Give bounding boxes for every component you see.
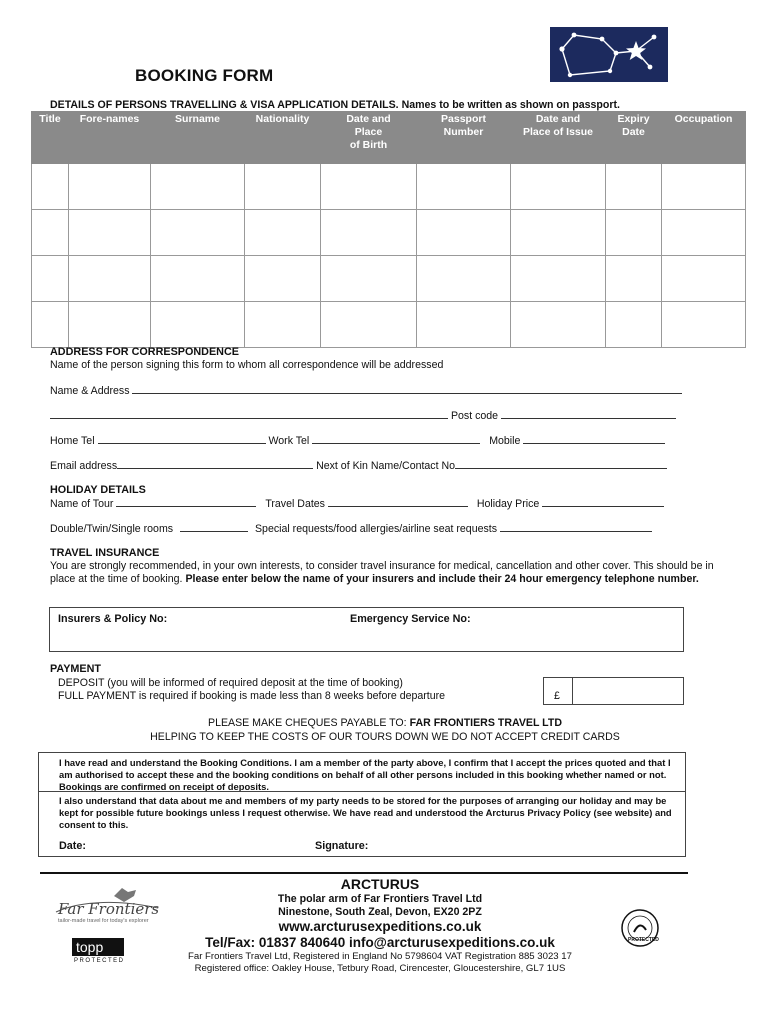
table-cell[interactable] [417,256,511,302]
insurance-heading: TRAVEL INSURANCE [50,547,160,559]
table-row [32,302,746,348]
table-cell[interactable] [245,210,321,256]
table-cell[interactable] [69,302,151,348]
name-address-row [50,384,682,397]
table-cell[interactable] [32,164,69,210]
footer-registration: Far Frontiers Travel Ltd, Registered in England No 5798604 VAT Registration 885 3023 17 [188,951,572,962]
table-cell[interactable] [511,210,606,256]
payment-heading: PAYMENT [50,663,101,675]
footer-line2: Ninestone, South Zeal, Devon, EX20 2PZ [278,906,482,918]
price-field[interactable] [542,497,664,507]
table-row [32,164,746,210]
work-tel-label: Work Tel [268,435,310,447]
date-label: Date: [59,840,86,852]
email-row [50,459,667,472]
declaration-text-1: I have read and understand the Booking Conditions. I am a member of the party above, I confirm that I accept the prices quoted and that I am authorised to accept these and the booking conditions on behalf of all other persons included in this booking whether named or not. Bookings are confirmed on receipt of deposits. [59,757,671,792]
col-passport: Passport Number [417,112,511,164]
next-of-kin-field[interactable] [455,459,667,469]
footer-line1: The polar arm of Far Frontiers Travel Ltd [277,893,483,905]
arcturus-constellation-logo [550,27,668,82]
tour-row [50,497,664,510]
abta-text: PROTECTED [628,937,659,943]
table-cell[interactable] [417,302,511,348]
email-field[interactable] [117,459,313,469]
currency-cell [544,678,573,704]
travellers-subtitle: DETAILS OF PERSONS TRAVELLING & VISA APPLICATION DETAILS. Names to be written as shown on passport. [50,99,620,111]
address-heading: ADDRESS FOR CORRESPONDENCE [50,346,239,358]
price-label: Holiday Price [476,498,540,510]
table-cell[interactable] [662,164,746,210]
next-of-kin-label: Next of Kin Name/Contact No [316,460,456,472]
tour-label: Name of Tour [50,498,114,510]
col-surname: Surname [151,112,245,164]
postcode-label: Post code [450,410,499,422]
table-cell[interactable] [151,164,245,210]
table-cell[interactable] [606,302,662,348]
name-address-field[interactable] [132,384,682,394]
table-cell[interactable] [511,302,606,348]
table-cell[interactable] [69,210,151,256]
mobile-field[interactable] [523,434,665,444]
phone-row [50,434,665,447]
col-birth: Date and Place of Birth [321,112,417,164]
mobile-label: Mobile [489,435,521,447]
cheques-payee: FAR FRONTIERS TRAVEL LTD [409,717,562,729]
col-occupation: Occupation [662,112,746,164]
rooms-row [50,522,652,535]
far-frontiers-logo [52,882,162,928]
topp-logo [72,938,124,966]
holiday-heading: HOLIDAY DETAILS [50,484,146,496]
form-title: BOOKING FORM [135,66,274,85]
address-note: Name of the person signing this form to whom all correspondence will be addressed [50,359,444,371]
rooms-label: Double/Twin/Single rooms [50,523,174,535]
table-cell[interactable] [32,302,69,348]
address-line2-field[interactable] [50,409,448,419]
table-cell[interactable] [511,164,606,210]
table-cell[interactable] [151,210,245,256]
table-cell[interactable] [606,256,662,302]
col-fore-names: Fore-names [69,112,151,164]
table-cell[interactable] [321,210,417,256]
table-cell[interactable] [245,256,321,302]
footer-website[interactable]: www.arcturusexpeditions.co.uk [278,919,482,934]
tour-field[interactable] [116,497,256,507]
name-address-label: Name & Address [50,385,130,397]
abta-protected-badge [620,908,660,948]
full-payment-text: FULL PAYMENT is required if booking is made less than 8 weeks before departure [58,690,446,702]
footer-telfax[interactable]: Tel/Fax: 01837 840640 info@arcturusexpeditions.co.uk [205,935,555,950]
table-cell[interactable] [606,164,662,210]
dates-label: Travel Dates [265,498,325,510]
payment-amount-box[interactable] [543,677,684,705]
requests-field[interactable] [500,522,652,532]
postcode-row [50,409,676,422]
footer-brand: ARCTURUS [340,876,420,892]
table-row [32,210,746,256]
footer-divider [40,872,688,874]
signature-label: Signature: [315,840,369,852]
home-tel-label: Home Tel [50,435,95,447]
table-row [32,256,746,302]
table-cell[interactable] [606,210,662,256]
table-cell[interactable] [245,302,321,348]
table-cell[interactable] [151,256,245,302]
dates-field[interactable] [328,497,468,507]
home-tel-field[interactable] [98,434,266,444]
credit-card-note: HELPING TO KEEP THE COSTS OF OUR TOURS DOWN WE DO NOT ACCEPT CREDIT CARDS [150,731,620,743]
table-cell[interactable] [32,256,69,302]
table-cell[interactable] [662,256,746,302]
declaration-box-1 [38,752,686,791]
footer-registered-office: Registered office: Oakley House, Tetbury Road, Cirencester, Gloucestershire, GL7 1US [194,963,566,974]
insurance-text-plain: You are strongly recommended, in your own interests, to consider travel insurance for medical, cancellation and other cover. This should be in place at the time of booking. [50,560,714,585]
rooms-field[interactable] [180,522,248,532]
col-expiry: Expiry Date [606,112,662,164]
requests-label: Special requests/food allergies/airline seat requests [254,523,498,535]
topp-subtext: PROTECTED [74,958,125,964]
cheques-line [0,717,770,729]
travellers-table [31,111,746,348]
declaration-box-2 [38,791,686,857]
insurers-label: Insurers & Policy No: [58,613,168,625]
table-cell[interactable] [417,210,511,256]
col-title: Title [32,112,69,164]
far-frontiers-tagline: tailor-made travel for today's explorer [58,918,149,924]
table-cell[interactable] [321,302,417,348]
emergency-label: Emergency Service No: [350,613,471,625]
table-header-row [32,112,746,164]
col-nationality: Nationality [245,112,321,164]
table-cell[interactable] [69,256,151,302]
postcode-field[interactable] [501,409,676,419]
insurance-text [50,560,740,586]
deposit-text: DEPOSIT (you will be informed of required deposit at the time of booking) [58,677,403,689]
work-tel-field[interactable] [312,434,480,444]
far-frontiers-wordmark: Far Frontiers [58,900,160,918]
email-label: Email address [50,460,118,472]
table-cell[interactable] [511,256,606,302]
declaration-text-2: I also understand that data about me and members of my party needs to be stored for the purposes of arranging our holiday and may be kept for possible future bookings unless I request otherwise. We have read and understood the Arcturus Privacy Policy (see website) and consent to this. [59,795,672,830]
table-cell[interactable] [32,210,69,256]
table-cell[interactable] [151,302,245,348]
traveller-rows [32,164,746,348]
insurance-text-bold: Please enter below the name of your insurers and include their 24 hour emergency telephone number. [185,573,699,585]
col-issue: Date and Place of Issue [511,112,606,164]
table-cell[interactable] [245,164,321,210]
table-cell[interactable] [321,164,417,210]
topp-wordmark: topp [72,938,124,956]
table-cell[interactable] [662,302,746,348]
table-cell[interactable] [662,210,746,256]
table-cell[interactable] [69,164,151,210]
table-cell[interactable] [417,164,511,210]
currency-symbol: £ [554,690,560,702]
table-cell[interactable] [321,256,417,302]
insurance-box[interactable] [49,607,684,652]
cheques-prefix: PLEASE MAKE CHEQUES PAYABLE TO: [208,717,407,729]
